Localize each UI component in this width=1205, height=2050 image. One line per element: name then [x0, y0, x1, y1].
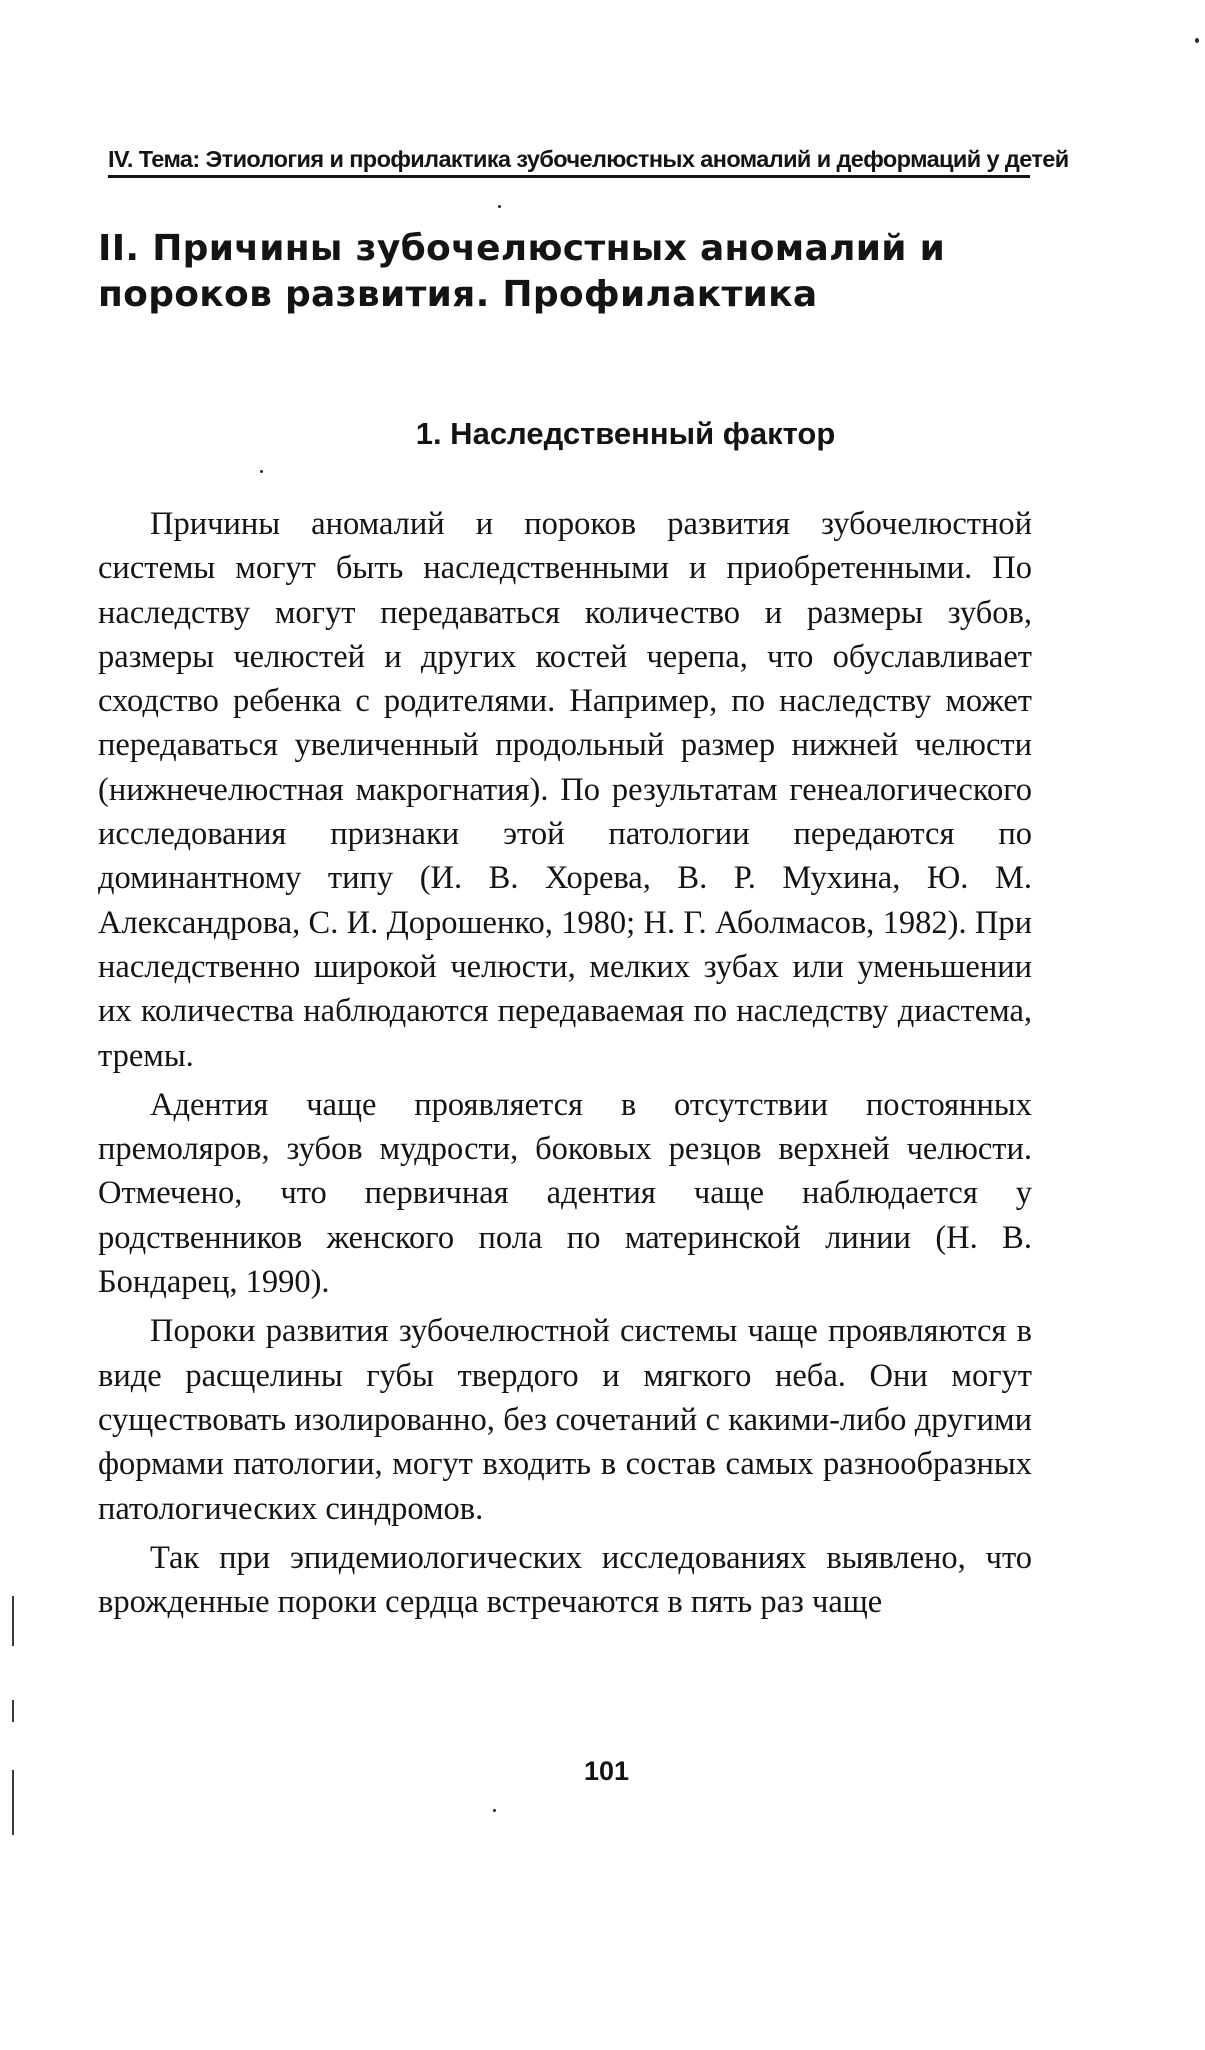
- chapter-title: II. Причины зубочелюстных аномалий и пороков развития. Профилактика: [98, 228, 946, 315]
- scan-margin-line: [12, 1700, 14, 1722]
- paragraph-adentia: Адентия чаще проявляется в отсутствии постоянных премоляров, зубов мудрости, боковых резцов верхней челюсти. Отмечено, что первичная адентия чаще наблюдается у родственников женского пола по материнской линии (Н. В. Бондарец, 1990).: [98, 1086, 1032, 1301]
- scan-speck: [498, 205, 501, 208]
- scan-speck: [1195, 38, 1199, 43]
- scan-margin-line: [12, 1596, 14, 1646]
- section-title: 1. Наследственный фактор: [415, 416, 836, 451]
- page-number: 101: [583, 1756, 630, 1786]
- paragraph-malformations: Пороки развития зубочелюстной системы чаще проявляются в виде расщелины губы твердого и мягкого неба. Они могут существовать изолированно, без сочетаний с какими-либо другими формами патологии, могут входить в состав самых разнообразных патологических синдромов.: [98, 1313, 1032, 1527]
- scan-margin-line: [12, 1770, 14, 1835]
- scan-speck: [260, 470, 263, 473]
- body-text: [98, 502, 1032, 1624]
- paragraph-heredity: Причины аномалий и пороков развития зубочелюстной системы могут быть наследственными и приобретенными. По наследству могут передаваться количество и размеры зубов, размеры челюстей и других костей черепа, что обуславливает сходство ребенка с родителями. Например, по наследству может передаваться увеличенный продольный размер нижней челюсти (нижнечелюстная макрогнатия). По результатам генеалогического исследования признаки этой патологии передаются по доминантному типу (И. В. Хорева, В. Р. Мухина, Ю. М. Александрова, С. И. Дорошенко, 1980; Н. Г. Аболмасов, 1982). При наследственно широкой челюсти, мелких зубах или уменьшении их количества наблюдаются передаваемая по наследству диастема, тремы.: [98, 506, 1032, 1074]
- running-head: IV. Тема: Этиология и профилактика зубочелюстных аномалий и деформаций у детей: [108, 146, 1030, 178]
- scan-speck: [493, 1809, 496, 1812]
- paragraph-epidemiology: Так при эпидемиологических исследованиях выявлено, что врожденные пороки сердца встречаются в пять раз чаще: [98, 1539, 1032, 1621]
